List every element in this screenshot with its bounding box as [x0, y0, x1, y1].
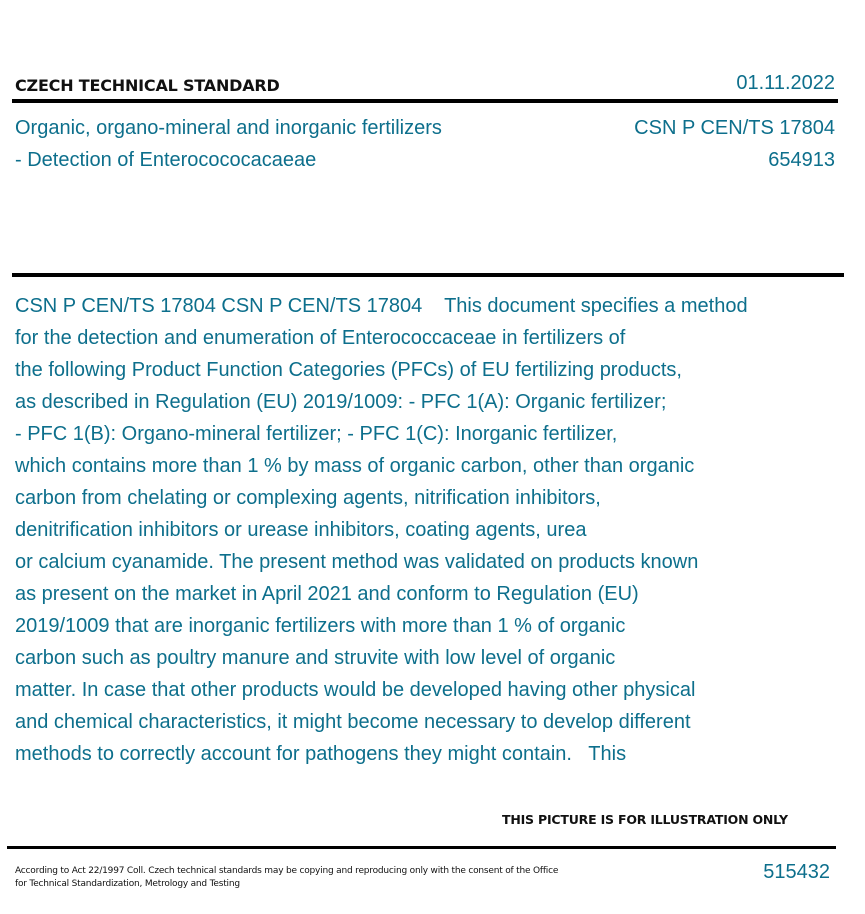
- copyright-notice-line-2: for Technical Standardization, Metrology and Testing: [15, 879, 240, 889]
- abstract-line: and chemical characteristics, it might become necessary to develop different: [15, 711, 691, 733]
- standard-title-line-2: - Detection of Enterocococacaeae: [15, 149, 317, 171]
- abstract-line: for the detection and enumeration of Enterococcaceae in fertilizers of: [15, 327, 626, 349]
- abstract-line: methods to correctly account for pathogens they might contain. This: [15, 743, 627, 765]
- copyright-notice: [15, 865, 595, 891]
- standard-code: CSN P CEN/TS 17804: [634, 117, 835, 139]
- catalog-number: 654913: [768, 149, 835, 171]
- abstract-line: - PFC 1(B): Organo-mineral fertilizer; - PFC 1(C): Inorganic fertilizer,: [15, 423, 618, 445]
- abstract-line: 2019/1009 that are inorganic fertilizers with more than 1 % of organic: [15, 615, 626, 637]
- abstract-line: CSN P CEN/TS 17804 CSN P CEN/TS 17804 This document specifies a method: [15, 295, 748, 317]
- standard-title-line-1: Organic, organo-mineral and inorganic fertilizers: [15, 117, 442, 139]
- abstract-line: as present on the market in April 2021 and conform to Regulation (EU): [15, 583, 639, 605]
- abstract-line: carbon from chelating or complexing agents, nitrification inhibitors,: [15, 487, 601, 509]
- header-divider: [12, 99, 838, 103]
- publication-date: 01.11.2022: [736, 72, 835, 94]
- title-divider: [12, 273, 844, 277]
- abstract-text: [15, 290, 845, 770]
- illustration-notice: THIS PICTURE IS FOR ILLUSTRATION ONLY: [502, 812, 788, 827]
- footer-divider: [7, 846, 836, 849]
- copyright-notice-line-1: According to Act 22/1997 Coll. Czech technical standards may be copying and reproducing only with the consent of the Office: [15, 866, 559, 876]
- abstract-line: matter. In case that other products would be developed having other physical: [15, 679, 696, 701]
- abstract-line: or calcium cyanamide. The present method was validated on products known: [15, 551, 699, 573]
- abstract-line: denitrification inhibitors or urease inhibitors, coating agents, urea: [15, 519, 587, 541]
- abstract-line: the following Product Function Categories (PFCs) of EU fertilizing products,: [15, 359, 682, 381]
- footer-number: 515432: [763, 861, 830, 883]
- document-type-label: CZECH TECHNICAL STANDARD: [15, 76, 280, 95]
- abstract-line: carbon such as poultry manure and struvite with low level of organic: [15, 647, 616, 669]
- abstract-line: as described in Regulation (EU) 2019/1009: - PFC 1(A): Organic fertilizer;: [15, 391, 667, 413]
- abstract-line: which contains more than 1 % by mass of organic carbon, other than organic: [15, 455, 695, 477]
